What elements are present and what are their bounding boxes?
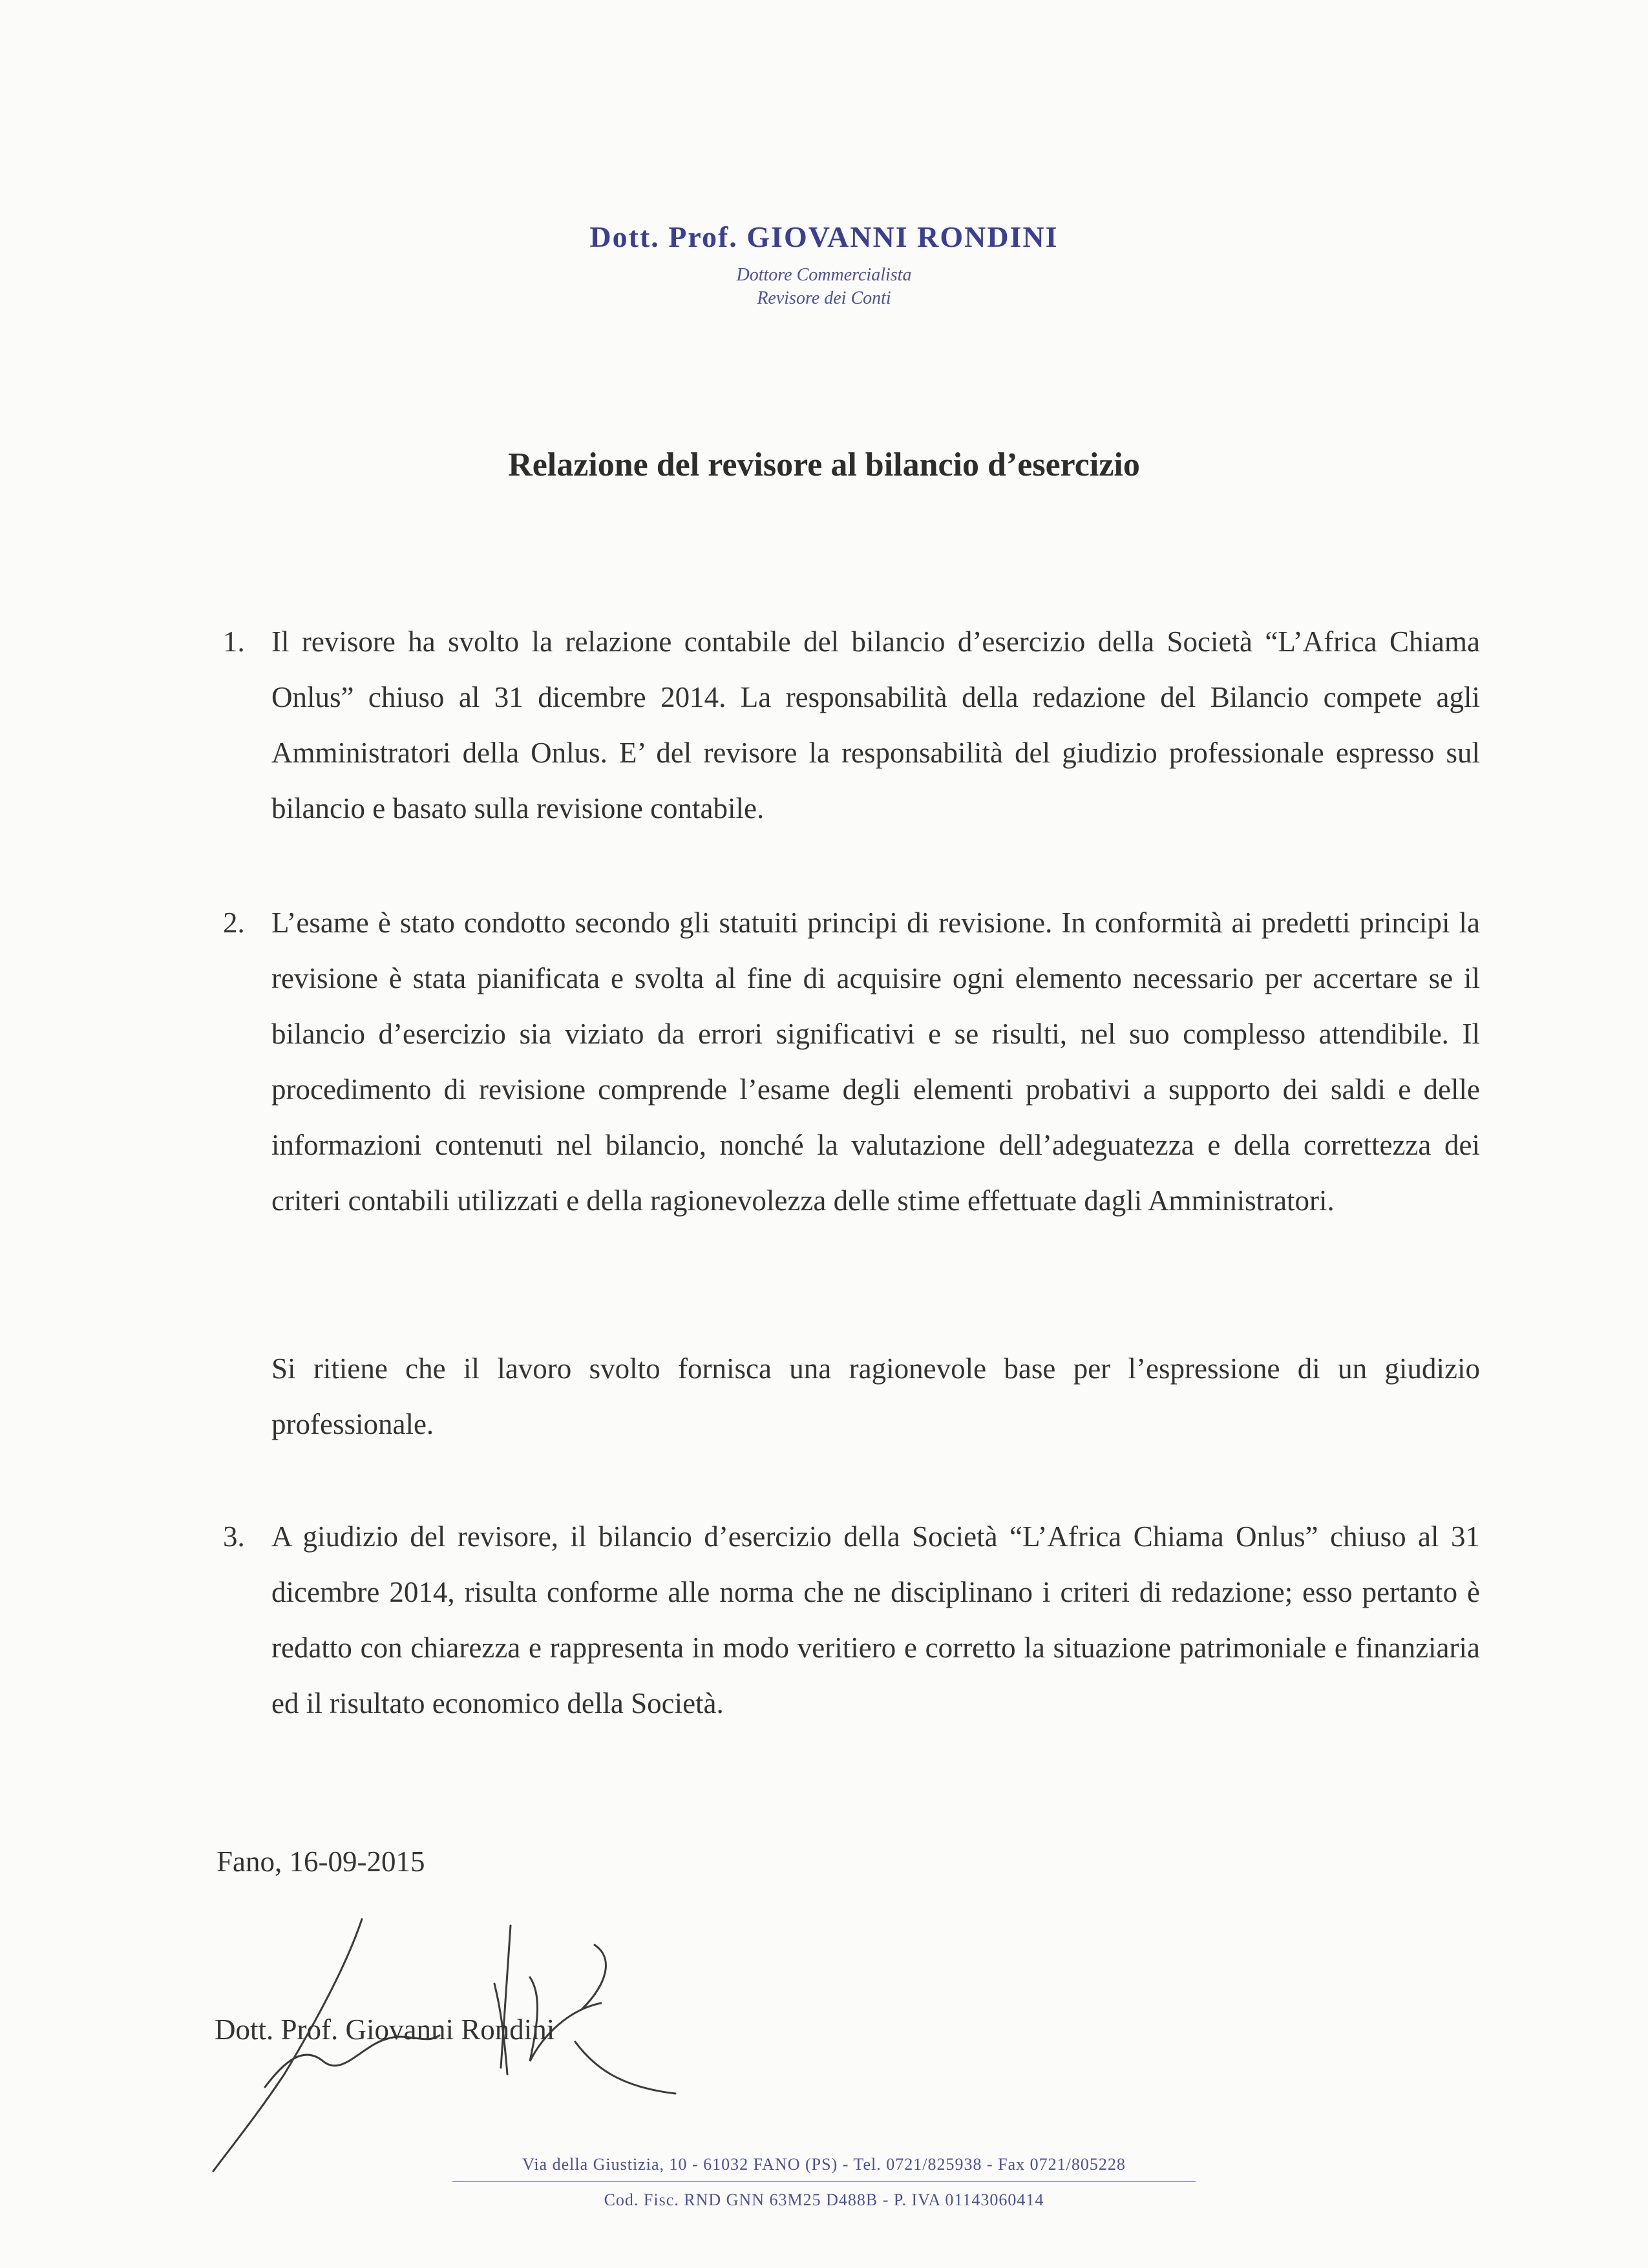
section-2-number: 2.: [223, 907, 245, 939]
letterhead-name: Dott. Prof. GIOVANNI RONDINI: [589, 220, 1059, 253]
letterhead-titles: [0, 264, 1648, 310]
footer-address: Via della Giustizia, 10 - 61032 FANO (PS) - Tel. 0721/825938 - Fax 0721/805228: [522, 2155, 1126, 2174]
letterhead-line-1: Dottore Commercialista: [736, 265, 912, 285]
signer-name: Dott. Prof. Giovanni Rondini: [215, 2013, 555, 2046]
section-1: [223, 614, 1480, 836]
section-2-continuation-text: Si ritiene che il lavoro svolto fornisca una ragionevole base per l’espressione di un giudizio professionale.: [271, 1352, 1480, 1440]
section-2-continuation: [271, 1341, 1480, 1452]
letterhead-line-2: Revisore dei Conti: [757, 288, 891, 308]
place-date: Fano, 16-09-2015: [217, 1845, 425, 1878]
footer-tax-info: Cod. Fisc. RND GNN 63M25 D488B - P. IVA 01143060414: [604, 2190, 1044, 2209]
section-2: [223, 895, 1480, 1228]
section-3: [223, 1509, 1480, 1731]
section-2-text: L’esame è stato condotto secondo gli statuiti principi di revisione. In conformità ai predetti principi la revisione è stata pianificata e svolta al fine di acquisire ogni elemento necessario per accertare se il bilancio d’esercizio sia viziato da errori significativi e se risulti, nel suo complesso attendibile. Il procedimento di revisione comprende l’esame degli elementi probativi a supporto dei saldi e delle informazioni contenuti nel bilancio, nonché la valutazione dell’adeguatezza e della correttezza dei criteri contabili utilizzati e della ragionevolezza delle stime effettuate dagli Amministratori.: [271, 907, 1480, 1217]
section-1-text: Il revisore ha svolto la relazione contabile del bilancio d’esercizio della Società “L’Africa Chiama Onlus” chiuso al 31 dicembre 2014. La responsabilità della redazione del Bilancio compete agli Amministratori della Onlus. E’ del revisore la responsabilità del giudizio professionale espresso sul bilancio e basato sulla revisione contabile.: [271, 625, 1480, 824]
section-3-text: A giudizio del revisore, il bilancio d’esercizio della Società “L’Africa Chiama Onlus” chiuso al 31 dicembre 2014, risulta conforme alle norma che ne disciplinano i criteri di redazione; esso pertanto è redatto con chiarezza e rappresenta in modo veritiero e corretto la situazione patrimoniale e finanziaria ed il risultato economico della Società.: [271, 1520, 1480, 1719]
document-title: Relazione del revisore al bilancio d’esercizio: [508, 446, 1140, 483]
section-1-number: 1.: [223, 625, 245, 658]
footer-divider: [452, 2181, 1196, 2182]
section-3-number: 3.: [223, 1520, 245, 1553]
